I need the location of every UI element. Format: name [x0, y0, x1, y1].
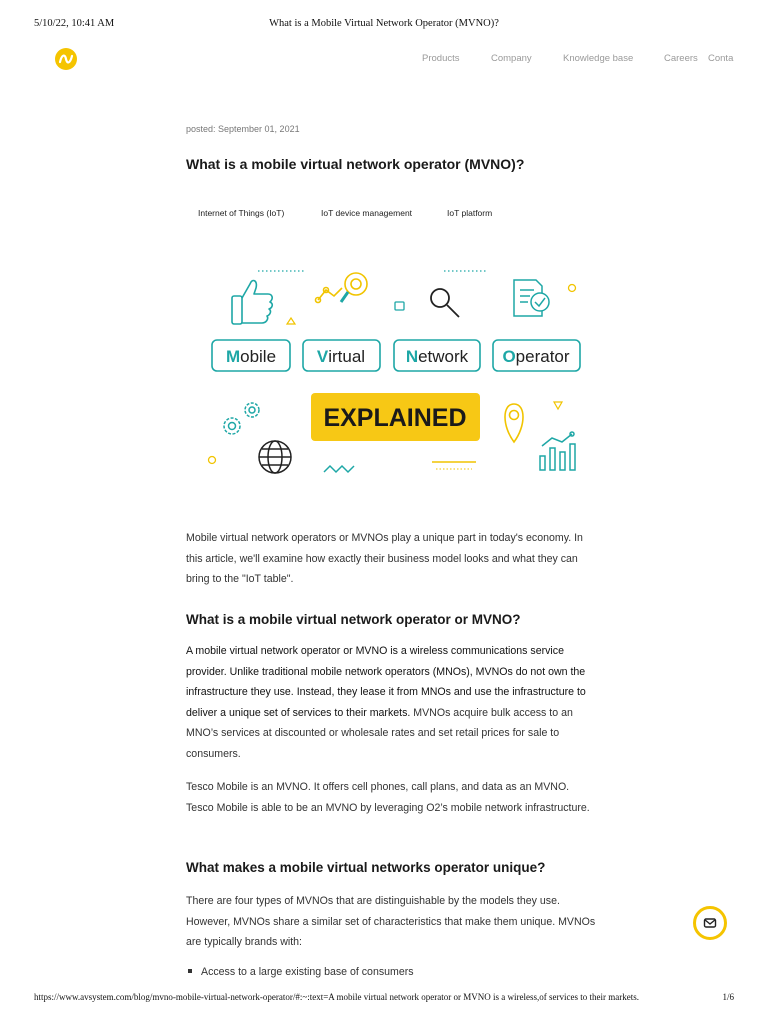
svg-text:Network — [406, 347, 469, 366]
triangle-decor — [554, 402, 562, 409]
word-operator-initial: O — [502, 347, 516, 366]
word-operator-rest: perator — [515, 347, 570, 366]
document-check-icon — [514, 280, 549, 316]
types-paragraph: There are four types of MVNOs that are distinguishable by the models they use. However, MVNOs share a similar set of characteristics that make them unique. MVNOs are typically brands with: — [186, 895, 596, 949]
list-item-text: Access to a large existing base of consumers — [201, 966, 414, 978]
svg-text:Operator — [502, 347, 569, 366]
definition-rest: MVNOs acquire bulk access to an MNO’s services at discounted or wholesale rates and set retail prices for sale to consumers. — [186, 706, 573, 760]
word-mobile-initial: M — [225, 347, 241, 366]
top-nav — [0, 53, 736, 67]
word-network-rest: etwork — [418, 347, 469, 366]
svg-text:Virtual — [317, 347, 365, 366]
hero-illustration — [196, 262, 596, 484]
article-title: What is a mobile virtual network operator (MVNO)? — [186, 156, 525, 172]
bar-chart-icon — [540, 432, 575, 470]
word-virtual-initial: V — [316, 347, 329, 366]
contact-mail-button[interactable] — [693, 906, 727, 940]
nav-item-contact[interactable]: Conta — [708, 53, 734, 64]
nav-item-company[interactable]: Company — [491, 53, 532, 64]
intro-paragraph: Mobile virtual network operators or MVNOs play a unique part in today's economy. In this article, we'll examine how exactly their business model looks and what they can bring to the "IoT table". — [186, 532, 583, 586]
search-icon — [431, 289, 459, 317]
word-box-network — [394, 340, 480, 371]
word-box-operator — [493, 340, 580, 371]
print-page-number: 1/6 — [722, 992, 734, 1002]
word-network-initial: N — [405, 347, 419, 366]
word-box-mobile — [212, 340, 290, 371]
tag-iot-device-management[interactable]: IoT device management — [321, 208, 413, 218]
small-box-decor — [395, 302, 404, 310]
definition-highlight: A mobile virtual network operator or MVNO is a wireless communications service provider. Unlike traditional mobile network operators (MNOs), MVNOs do not own the infrastructure they use. Instead, they lease it from MNOs and use the infrastructure to deliver a unique set of services to their markets. — [186, 645, 586, 719]
globe-icon — [259, 441, 291, 473]
word-box-virtual — [303, 340, 380, 371]
zigzag-decor — [324, 466, 354, 472]
circle-decor — [209, 457, 216, 464]
svg-text:Mobile — [226, 347, 276, 366]
word-virtual-rest: irtual — [328, 347, 366, 366]
print-timestamp: 5/10/22, 10:41 AM — [34, 18, 115, 29]
thumbs-up-icon — [232, 281, 272, 324]
word-mobile-rest: obile — [240, 347, 277, 366]
print-header — [0, 18, 768, 32]
tesco-paragraph: Tesco Mobile is an MVNO. It offers cell phones, call plans, and data as an MVNO. Tesco Mobile is able to be an MVNO by leveraging O2’s mobile network infrastructure. — [186, 781, 590, 814]
location-pin-icon — [505, 404, 523, 442]
print-page-title: What is a Mobile Virtual Network Operator (MVNO)? — [269, 18, 499, 29]
tag-iot[interactable]: Internet of Things (IoT) — [198, 208, 285, 218]
list-item — [186, 966, 414, 978]
triangle-decor — [287, 318, 295, 324]
definition-paragraph — [186, 641, 596, 765]
explained-banner-text: EXPLAINED — [323, 404, 467, 432]
nav-item-knowledge-base[interactable]: Knowledge base — [563, 53, 634, 64]
section-heading-what-makes-unique: What makes a mobile virtual networks operator unique? — [186, 860, 546, 875]
nav-item-products[interactable]: Products — [422, 53, 460, 64]
circle-decor — [569, 285, 576, 292]
posted-date: posted: September 01, 2021 — [186, 124, 300, 134]
trend-magnifier-icon — [316, 273, 368, 303]
nav-item-careers[interactable]: Careers — [664, 53, 698, 64]
envelope-icon — [703, 916, 717, 930]
tag-iot-platform[interactable]: IoT platform — [447, 208, 493, 218]
print-url: https://www.avsystem.com/blog/mvno-mobile-virtual-network-operator/#:~:text=A mobile virtual network operator or MVNO is a wireless,of services to their markets. — [34, 992, 639, 1002]
gears-icon — [224, 403, 259, 434]
section-heading-what-is-mvno: What is a mobile virtual network operator or MVNO? — [186, 612, 521, 627]
bullet-icon — [188, 969, 192, 973]
